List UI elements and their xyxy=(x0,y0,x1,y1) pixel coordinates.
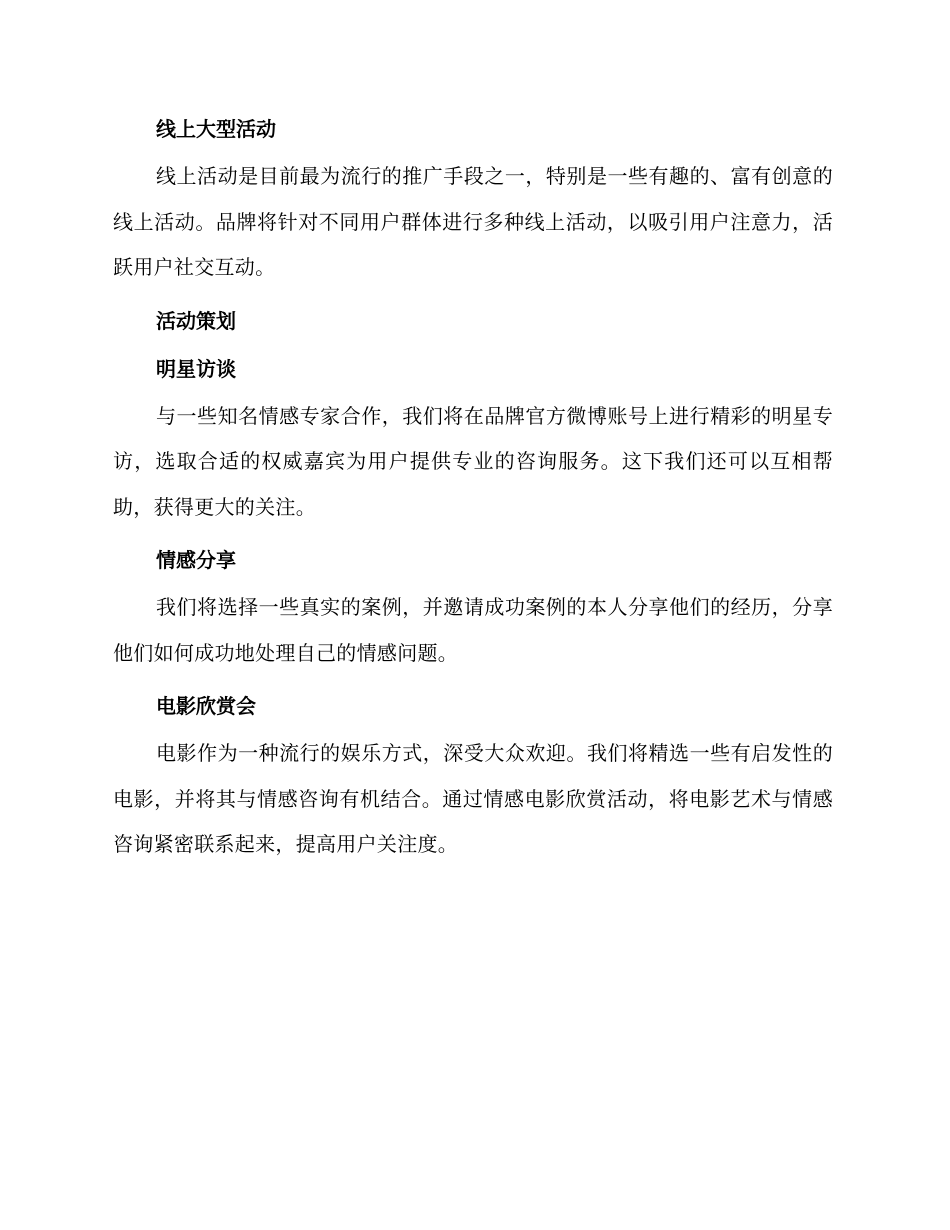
heading-celebrity-interview: 明星访谈 xyxy=(156,356,236,381)
paragraph-movie-appreciation: 电影作为一种流行的娱乐方式，深受大众欢迎。我们将精选一些有启发性的电影，并将其与情感咨询有机结合。通过情感电影欣赏活动，将电影艺术与情感咨询紧密联系起来，提高用户关注度。 xyxy=(113,741,833,856)
heading-emotion-sharing: 情感分享 xyxy=(156,548,236,572)
paragraph-celebrity-interview: 与一些知名情感专家合作，我们将在品牌官方微博账号上进行精彩的明星专访，选取合适的权威嘉宾为用户提供专业的咨询服务。这下我们还可以互相帮助，获得更大的关注。 xyxy=(113,403,833,519)
heading-movie-appreciation: 电影欣赏会 xyxy=(156,694,256,718)
heading-event-planning: 活动策划 xyxy=(156,308,236,333)
paragraph-emotion-sharing: 我们将选择一些真实的案例，并邀请成功案例的本人分享他们的经历，分享他们如何成功地处理自己的情感问题。 xyxy=(113,595,833,665)
paragraph-online-events: 线上活动是目前最为流行的推广手段之一，特别是一些有趣的、富有创意的线上活动。品牌将针对不同用户群体进行多种线上活动，以吸引用户注意力，活跃用户社交互动。 xyxy=(113,164,833,279)
document-page xyxy=(113,111,833,880)
heading-online-events: 线上大型活动 xyxy=(156,117,276,141)
